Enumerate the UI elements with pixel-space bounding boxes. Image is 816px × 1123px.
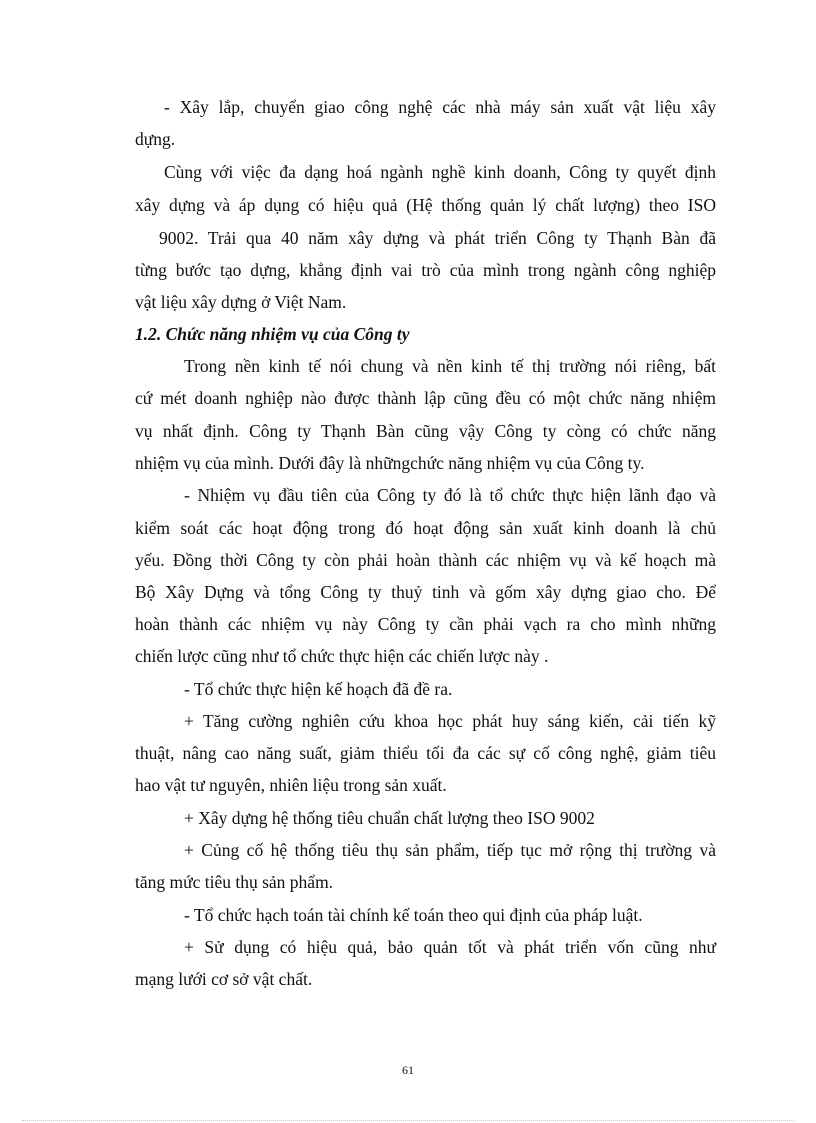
text-line: - Tổ chức hạch toán tài chính kế toán theo qui định của pháp luật.	[184, 905, 643, 925]
text-line: yếu. Đồng thời Công ty còn phải hoàn thành các nhiệm vụ và kế hoạch mà	[135, 550, 716, 570]
text-line: nhiệm vụ của mình. Dưới đây là nhữngchức năng nhiệm vụ của Công ty.	[135, 453, 645, 473]
text-line: chiến lược cũng như tổ chức thực hiện các chiến lược này .	[135, 646, 549, 666]
text-line: từng bước tạo dựng, khẳng định vai trò của mình trong ngành công nghiệp	[135, 260, 716, 280]
footer-divider	[22, 1120, 794, 1121]
text-line: Cùng với việc đa dạng hoá ngành nghề kinh doanh, Công ty quyết định	[164, 162, 716, 182]
text-line: + Sử dụng có hiệu quả, bảo quản tốt và phát triển vốn cũng như	[184, 937, 716, 957]
text-line: kiểm soát các hoạt động trong đó hoạt động sản xuất kinh doanh là chủ	[135, 518, 716, 538]
text-line: - Tổ chức thực hiện kế hoạch đã đề ra.	[184, 679, 453, 699]
text-line: Trong nền kinh tế nói chung và nền kinh tế thị trường nói riêng, bất	[184, 356, 716, 376]
text-line: + Xây dựng hệ thống tiêu chuẩn chất lượng theo ISO 9002	[184, 808, 595, 828]
text-line: 9002. Trải qua 40 năm xây dựng và phát triển Công ty Thạnh Bàn đã	[159, 228, 716, 248]
text-line: vật liệu xây dựng ở Việt Nam.	[135, 292, 347, 312]
text-line: + Tăng cường nghiên cứu khoa học phát huy sáng kiến, cải tiến kỹ	[184, 711, 716, 731]
section-heading: 1.2. Chức năng nhiệm vụ của Công ty	[135, 324, 410, 344]
text-line: + Củng cố hệ thống tiêu thụ sản phẩm, tiếp tục mở rộng thị trường và	[184, 840, 716, 860]
text-line: hao vật tư nguyên, nhiên liệu trong sản xuất.	[135, 775, 447, 795]
text-line: thuật, nâng cao năng suất, giảm thiểu tối đa các sự cố công nghệ, giảm tiêu	[135, 743, 716, 763]
text-line: mạng lưới cơ sở vật chất.	[135, 969, 313, 989]
page-number: 61	[402, 1063, 414, 1077]
text-line: hoàn thành các nhiệm vụ này Công ty cần phải vạch ra cho mình những	[135, 614, 716, 634]
text-line: Bộ Xây Dựng và tổng Công ty thuỷ tinh và gốm xây dựng giao cho. Để	[135, 582, 716, 602]
text-line: cứ mét doanh nghiệp nào được thành lập cũng đều có một chức năng nhiệm	[135, 388, 716, 408]
text-line: - Xây lắp, chuyển giao công nghệ các nhà máy sản xuất vật liệu xây	[164, 97, 716, 117]
text-line: tăng mức tiêu thụ sản phẩm.	[135, 872, 334, 892]
text-line: dựng.	[135, 129, 176, 149]
text-line: vụ nhất định. Công ty Thạnh Bàn cũng vậy Công ty còng có chức năng	[135, 421, 716, 441]
text-line: - Nhiệm vụ đầu tiên của Công ty đó là tổ chức thực hiện lãnh đạo và	[184, 485, 716, 505]
text-line: xây dựng và áp dụng có hiệu quả (Hệ thống quản lý chất lượng) theo ISO	[135, 195, 716, 215]
